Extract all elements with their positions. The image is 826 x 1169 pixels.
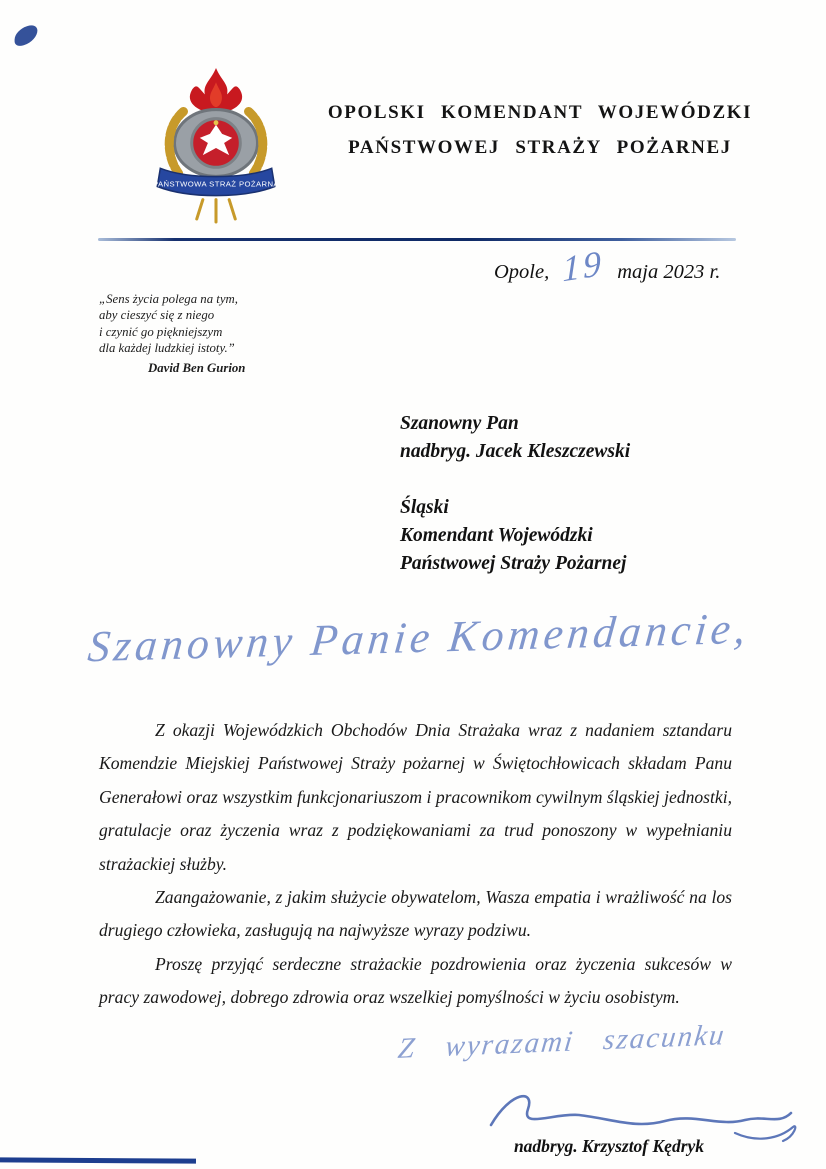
letter-body [99,714,732,1015]
motto-quote [99,291,245,376]
recipient-title-line2: Państwowej Straży Pożarnej [400,553,627,574]
handwritten-day: 19 [562,242,605,290]
signer-name: nadbryg. Krzysztof Kędryk [513,1136,705,1156]
body-paragraph: Zaangażowanie, z jakim służycie obywatelom, Wasza empatia i wrażliwość na los drugiego człowieka, zasługują na najwyższe wyrazy podziwu. [99,887,732,941]
tassels-icon [197,200,235,222]
recipient-spacer [400,466,630,494]
dateline-place: Opole, [494,261,550,283]
quote-line: i czynić go piękniejszym [99,324,223,339]
body-paragraph: Z okazji Wojewódzkich Obchodów Dnia Strażaka wraz z nadaniem sztandaru Komendzie Miejskiej Państwowej Straży pożarnej w Świętochłowicach składam Panu Generałowi oraz wszystkim funkcjonariuszom i pracownikom cywilnym śląskiej jednostki, gratulacje oraz życzenia wraz z podziękowaniami za trud ponoszony w wypełnianiu strażackiej służby. [99,720,732,874]
emblem-graphic [150,64,282,226]
recipient-salutation: Szanowny Pan [400,413,519,434]
letterhead-title-line2: PAŃSTWOWEJ STRAŻY POŻARNEJ [348,137,732,158]
recipient-name: nadbryg. Jacek Kleszczewski [400,441,631,462]
header-divider-rule [98,238,736,241]
dateline [494,242,721,290]
dateline-date: maja 2023 r. [617,261,721,283]
quote-line: aby cieszyć się z niego [99,308,215,323]
quote-author: David Ben Gurion [148,360,246,375]
eagle-crown-icon [214,120,219,125]
emblem-banner-text: PAŃSTWOWA STRAŻ POŻARNA [153,179,279,189]
recipient-title-line1: Komendant Wojewódzki [400,525,593,546]
letterhead-title [318,102,762,172]
handwritten-closing: Z wyrazami szacunku [396,1019,728,1065]
quote-line: „Sens życia polega na tym, [99,292,238,306]
fire-service-emblem [150,64,282,231]
letterhead-title-line1: OPOLSKI KOMENDANT WOJEWÓDZKI [327,102,753,123]
recipient-block [400,410,630,578]
quote-line: dla każdej ludzkiej istoty.” [99,341,235,356]
handwritten-greeting: Szanowny Panie Komendancie, [85,603,752,672]
scan-ink-mark [15,23,38,48]
body-paragraph: Proszę przyjąć serdeczne strażackie pozdrowienia oraz życzenia sukcesów w pracy zawodowej, dobrego zdrowia oraz wszelkiej pomyślności w życiu osobistym. [99,953,732,1008]
footer-rule [0,1157,196,1163]
recipient-region: Śląski [400,497,449,518]
